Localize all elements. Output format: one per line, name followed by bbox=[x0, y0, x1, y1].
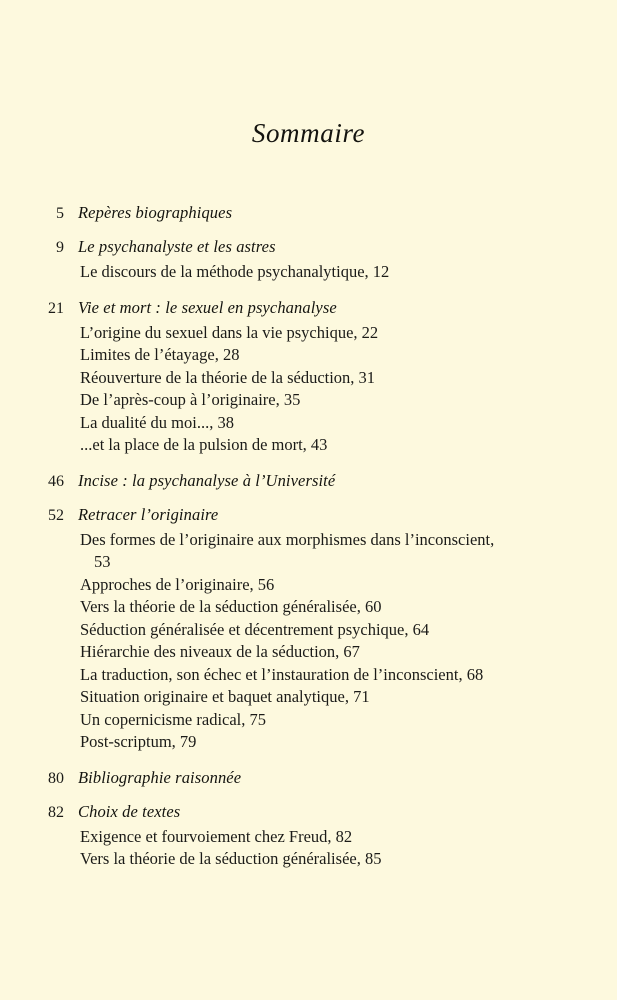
toc-entry-page-number: 80 bbox=[48, 769, 64, 787]
toc-entry-page-number: 9 bbox=[56, 239, 64, 256]
toc-entry-page-number: 21 bbox=[48, 299, 64, 317]
toc-entry-title: Le psychanalyste et les astres bbox=[78, 237, 276, 256]
toc-entry bbox=[42, 768, 512, 788]
toc-subentry[interactable]: Hiérarchie des niveaux de la séduction, 67 bbox=[80, 642, 360, 661]
toc-entry-title: Bibliographie raisonnée bbox=[78, 767, 242, 787]
toc-subentry[interactable]: De l’après-coup à l’originaire, 35 bbox=[80, 390, 301, 409]
toc-entry-heading[interactable] bbox=[42, 203, 512, 223]
toc-entry-heading[interactable] bbox=[42, 298, 512, 318]
toc-entry-title: Incise : la psychanalyse à l’Université bbox=[78, 470, 336, 490]
toc-subentry[interactable]: Post-scriptum, 79 bbox=[80, 732, 197, 751]
toc-entry-title: Choix de textes bbox=[78, 801, 181, 821]
toc-entry bbox=[42, 237, 512, 284]
toc-subentry-list bbox=[42, 322, 512, 457]
toc-entry-page-number: 5 bbox=[56, 205, 64, 222]
toc-entry-title: Repères biographiques bbox=[78, 203, 233, 222]
toc-subentry[interactable]: Séduction généralisée et décentrement psychique, 64 bbox=[80, 619, 430, 639]
toc-subentry[interactable]: La traduction, son échec et l’instauration de l’inconscient, 68 bbox=[80, 664, 484, 684]
toc-entry-page-number: 46 bbox=[48, 472, 64, 490]
toc-entry-title: Vie et mort : le sexuel en psychanalyse bbox=[78, 297, 337, 317]
toc-entry-heading[interactable] bbox=[42, 237, 512, 257]
toc-entry-heading[interactable] bbox=[42, 505, 512, 525]
table-of-contents bbox=[42, 203, 512, 871]
toc-subentry[interactable]: Limites de l’étayage, 28 bbox=[80, 345, 240, 364]
toc-subentry[interactable]: Situation originaire et baquet analytique, 71 bbox=[80, 687, 370, 706]
toc-entry bbox=[42, 505, 512, 754]
toc-subentry-list bbox=[42, 261, 512, 284]
toc-entry bbox=[42, 802, 512, 871]
toc-subentry-list bbox=[42, 529, 512, 754]
toc-subentry[interactable]: L’origine du sexuel dans la vie psychique, 22 bbox=[80, 322, 379, 342]
toc-entry-title: Retracer l’originaire bbox=[78, 504, 219, 524]
toc-subentry[interactable]: Vers la théorie de la séduction généralisée, 60 bbox=[80, 597, 382, 616]
page-title: Sommaire bbox=[251, 118, 366, 148]
toc-entry bbox=[42, 298, 512, 457]
toc-subentry[interactable]: Vers la théorie de la séduction généralisée, 85 bbox=[80, 849, 382, 868]
toc-subentry[interactable]: Réouverture de la théorie de la séduction, 31 bbox=[80, 367, 376, 387]
toc-entry-page-number: 82 bbox=[48, 803, 64, 821]
toc-entry-heading[interactable] bbox=[42, 802, 512, 822]
toc-subentry[interactable]: Exigence et fourvoiement chez Freud, 82 bbox=[80, 826, 353, 846]
toc-subentry[interactable]: Le discours de la méthode psychanalytique, 12 bbox=[80, 262, 390, 281]
toc-entry-heading[interactable] bbox=[42, 471, 512, 491]
toc-subentry[interactable]: ...et la place de la pulsion de mort, 43 bbox=[80, 435, 328, 454]
toc-entry bbox=[42, 471, 512, 491]
toc-subentry[interactable]: Un copernicisme radical, 75 bbox=[80, 709, 267, 729]
toc-subentry-list bbox=[42, 826, 512, 871]
toc-subentry[interactable]: Des formes de l’originaire aux morphismes dans l’inconscient, 53 bbox=[80, 529, 495, 571]
toc-subentry[interactable]: Approches de l’originaire, 56 bbox=[80, 574, 275, 594]
toc-entry-page-number: 52 bbox=[48, 506, 64, 524]
toc-entry-heading[interactable] bbox=[42, 768, 512, 788]
toc-entry bbox=[42, 203, 512, 223]
toc-subentry[interactable]: La dualité du moi..., 38 bbox=[80, 412, 234, 432]
